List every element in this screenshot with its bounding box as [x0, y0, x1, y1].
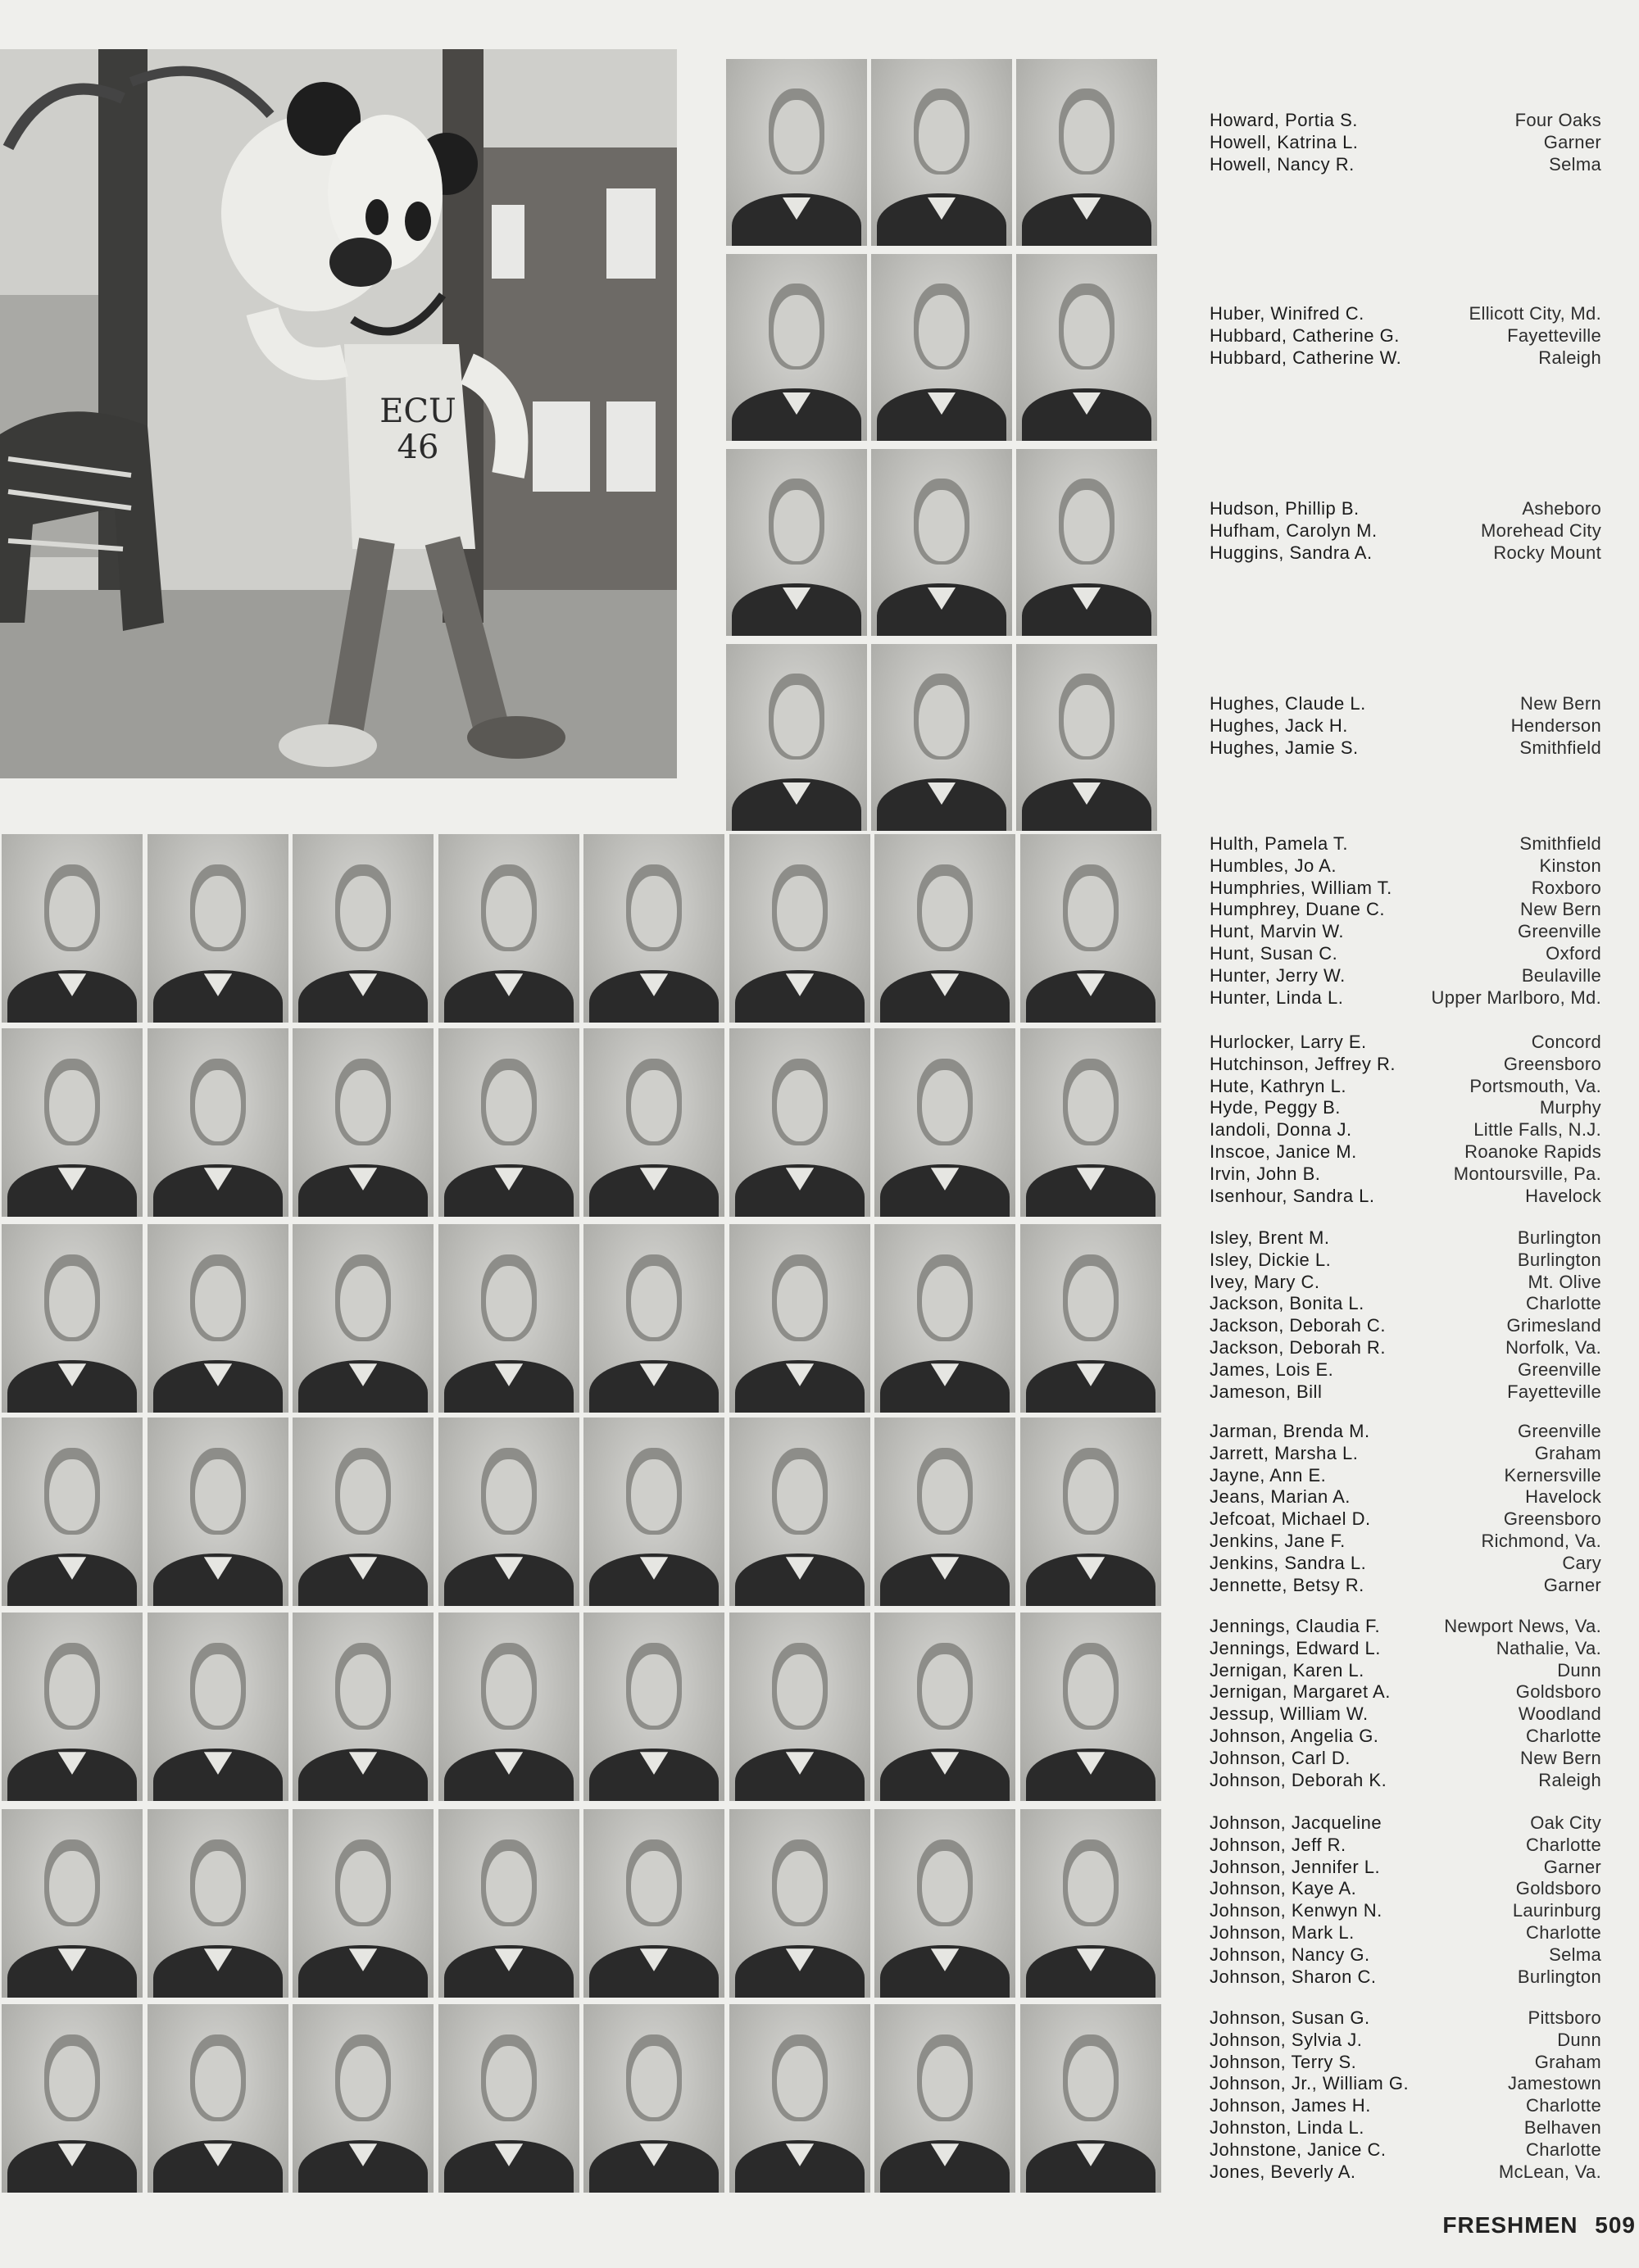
student-hometown: New Bern	[1520, 693, 1601, 714]
student-name: Humbles, Jo A.	[1210, 855, 1337, 876]
name-row	[1210, 154, 1601, 176]
student-portrait	[293, 1809, 434, 1998]
student-name: Johnson, Angelia G.	[1210, 1725, 1379, 1746]
student-portrait	[871, 254, 1012, 441]
student-portrait	[148, 2004, 288, 2193]
name-row	[1210, 1486, 1601, 1508]
student-hometown: Fayetteville	[1507, 324, 1601, 346]
name-row	[1210, 2073, 1601, 2095]
student-name: Hudson, Phillip B.	[1210, 498, 1360, 519]
name-row	[1210, 1163, 1601, 1186]
student-name: Jennings, Edward L.	[1210, 1637, 1381, 1658]
student-name: Hubbard, Catherine W.	[1210, 347, 1402, 368]
section-label: FRESHMEN	[1442, 2212, 1578, 2238]
name-row	[1210, 1032, 1601, 1054]
student-hometown: Greensboro	[1503, 1508, 1601, 1530]
student-hometown: Belhaven	[1523, 2116, 1601, 2138]
name-row	[1210, 715, 1601, 737]
student-name: Jackson, Deborah R.	[1210, 1336, 1386, 1358]
student-name: Inscoe, Janice M.	[1210, 1141, 1357, 1162]
name-row	[1210, 498, 1601, 520]
name-row	[1210, 1186, 1601, 1208]
student-name: Johnson, Susan G.	[1210, 2007, 1370, 2028]
student-portrait	[726, 644, 867, 831]
student-hometown: Ellicott City, Md.	[1469, 303, 1601, 324]
student-portrait	[2, 1418, 143, 1606]
student-hometown: Charlotte	[1526, 2095, 1601, 2116]
name-row	[1210, 1315, 1601, 1337]
student-hometown: Norfolk, Va.	[1505, 1336, 1601, 1358]
name-block-3	[1210, 693, 1601, 759]
student-hometown: Montoursville, Pa.	[1453, 1163, 1601, 1184]
student-hometown: Charlotte	[1526, 1725, 1601, 1746]
student-portrait	[729, 1028, 870, 1217]
student-portrait	[874, 2004, 1015, 2193]
name-row	[1210, 1575, 1601, 1597]
student-hometown: Selma	[1549, 1944, 1601, 1965]
student-hometown: Goldsboro	[1515, 1878, 1601, 1899]
name-row	[1210, 1076, 1601, 1098]
student-name: Johnson, Sylvia J.	[1210, 2029, 1363, 2050]
student-portrait	[148, 1613, 288, 1801]
student-portrait	[583, 1224, 724, 1413]
student-name: Johnson, Mark L.	[1210, 1921, 1355, 1943]
student-portrait	[583, 834, 724, 1023]
name-row	[1210, 833, 1601, 855]
student-name: Johnson, Kenwyn N.	[1210, 1900, 1382, 1921]
student-hometown: Greenville	[1517, 1359, 1601, 1380]
student-portrait	[729, 1418, 870, 1606]
student-hometown: Newport News, Va.	[1444, 1616, 1601, 1636]
name-block-9	[1210, 1812, 1601, 1988]
name-row	[1210, 1359, 1601, 1381]
student-portrait	[1020, 1613, 1161, 1801]
student-name: Jeans, Marian A.	[1210, 1486, 1351, 1508]
name-row	[1210, 1922, 1601, 1944]
student-hometown: Greenville	[1517, 921, 1601, 942]
student-hometown: Mt. Olive	[1528, 1271, 1601, 1292]
student-portrait	[148, 834, 288, 1023]
name-row	[1210, 1966, 1601, 1989]
student-hometown: Rocky Mount	[1493, 542, 1601, 563]
student-hometown: Charlotte	[1526, 1293, 1601, 1314]
name-row	[1210, 1531, 1601, 1553]
student-portrait	[1020, 1028, 1161, 1217]
student-portrait	[729, 1809, 870, 1998]
student-hometown: Nathalie, Va.	[1496, 1637, 1601, 1658]
student-hometown: Asheboro	[1522, 498, 1601, 519]
student-portrait	[583, 1809, 724, 1998]
student-portrait	[293, 834, 434, 1023]
student-name: Hughes, Jack H.	[1210, 714, 1348, 736]
student-hometown: Kinston	[1539, 855, 1601, 876]
name-row	[1210, 1508, 1601, 1531]
student-name: Johnson, Terry S.	[1210, 2051, 1357, 2072]
name-block-2	[1210, 498, 1601, 564]
student-hometown: Goldsboro	[1515, 1681, 1601, 1703]
student-portrait	[1016, 59, 1157, 246]
name-block-4	[1210, 833, 1601, 1009]
student-name: Jenkins, Jane F.	[1210, 1530, 1346, 1551]
sculpture-sign-text: ECU 46	[379, 392, 456, 466]
name-row	[1210, 1660, 1601, 1682]
student-hometown: Portsmouth, Va.	[1469, 1075, 1601, 1096]
student-hometown: Charlotte	[1526, 1921, 1601, 1943]
student-hometown: Graham	[1534, 1442, 1601, 1463]
student-name: Howard, Portia S.	[1210, 110, 1358, 130]
student-hometown: Greenville	[1517, 1421, 1601, 1441]
student-name: Howell, Nancy R.	[1210, 153, 1355, 175]
student-portrait	[729, 1613, 870, 1801]
student-hometown: Raleigh	[1538, 1769, 1601, 1790]
student-portrait	[2, 1613, 143, 1801]
student-name: Huber, Winifred C.	[1210, 303, 1364, 324]
name-row	[1210, 1900, 1601, 1922]
student-hometown: Havelock	[1525, 1486, 1601, 1508]
student-name: Jennette, Betsy R.	[1210, 1574, 1364, 1595]
student-hometown: Laurinburg	[1512, 1900, 1601, 1921]
student-hometown: Charlotte	[1526, 1834, 1601, 1855]
student-portrait	[293, 2004, 434, 2193]
student-portrait	[726, 59, 867, 246]
student-name: Irvin, John B.	[1210, 1163, 1321, 1184]
student-hometown: Fayetteville	[1507, 1381, 1601, 1402]
name-row	[1210, 542, 1601, 565]
name-row	[1210, 325, 1601, 347]
student-name: Hunter, Jerry W.	[1210, 964, 1346, 986]
name-row	[1210, 1703, 1601, 1726]
student-name: Isenhour, Sandra L.	[1210, 1185, 1375, 1206]
name-block-8	[1210, 1616, 1601, 1791]
student-portrait	[874, 1224, 1015, 1413]
student-name: Ivey, Mary C.	[1210, 1271, 1320, 1292]
student-name: Jefcoat, Michael D.	[1210, 1508, 1371, 1530]
student-portrait	[729, 834, 870, 1023]
name-block-7	[1210, 1421, 1601, 1596]
student-hometown: Roanoke Rapids	[1464, 1141, 1601, 1162]
student-name: Isley, Brent M.	[1210, 1227, 1330, 1248]
name-row	[1210, 693, 1601, 715]
name-row	[1210, 1465, 1601, 1487]
student-hometown: Kernersville	[1504, 1464, 1601, 1486]
feature-photograph	[0, 49, 677, 778]
name-row	[1210, 965, 1601, 987]
student-portrait	[438, 1613, 579, 1801]
name-row	[1210, 1381, 1601, 1404]
student-name: Hunt, Susan C.	[1210, 942, 1338, 964]
student-name: Hughes, Jamie S.	[1210, 737, 1359, 758]
name-row	[1210, 899, 1601, 921]
student-name: Hulth, Pamela T.	[1210, 833, 1349, 854]
student-portrait	[438, 834, 579, 1023]
name-row	[1210, 1421, 1601, 1443]
student-name: Humphries, William T.	[1210, 877, 1392, 898]
student-portrait	[148, 1809, 288, 1998]
student-portrait	[293, 1613, 434, 1801]
student-hometown: Oak City	[1530, 1812, 1601, 1833]
student-hometown: Four Oaks	[1514, 110, 1601, 130]
name-row	[1210, 855, 1601, 878]
student-hometown: Murphy	[1539, 1097, 1601, 1118]
name-row	[1210, 943, 1601, 965]
student-portrait	[438, 1418, 579, 1606]
name-row	[1210, 2052, 1601, 2074]
student-hometown: Beulaville	[1521, 964, 1601, 986]
name-row	[1210, 1141, 1601, 1163]
student-hometown: Upper Marlboro, Md.	[1431, 987, 1601, 1008]
student-portrait	[583, 1028, 724, 1217]
name-row	[1210, 303, 1601, 325]
name-row	[1210, 1553, 1601, 1575]
name-row	[1210, 1812, 1601, 1835]
student-name: Johnson, Jacqueline	[1210, 1812, 1382, 1833]
name-row	[1210, 987, 1601, 1009]
student-portrait	[871, 59, 1012, 246]
student-name: Johnson, Jennifer L.	[1210, 1856, 1381, 1877]
name-row	[1210, 1770, 1601, 1792]
student-portrait	[1020, 1418, 1161, 1606]
student-name: Johnston, Linda L.	[1210, 2116, 1364, 2138]
student-name: Johnson, James H.	[1210, 2095, 1371, 2116]
student-hometown: Smithfield	[1519, 833, 1601, 854]
student-portrait	[874, 834, 1015, 1023]
name-row	[1210, 2030, 1601, 2052]
student-name: Hunter, Linda L.	[1210, 987, 1344, 1008]
name-row	[1210, 1878, 1601, 1900]
name-row	[1210, 1250, 1601, 1272]
name-block-10	[1210, 2007, 1601, 2183]
student-portrait	[293, 1028, 434, 1217]
student-portrait	[1016, 254, 1157, 441]
student-portrait	[729, 2004, 870, 2193]
name-row	[1210, 1119, 1601, 1141]
student-name: Jernigan, Karen L.	[1210, 1659, 1364, 1681]
student-portrait	[871, 449, 1012, 636]
student-name: Hughes, Claude L.	[1210, 693, 1366, 714]
student-hometown: Pittsboro	[1528, 2007, 1601, 2028]
student-name: Jackson, Deborah C.	[1210, 1315, 1386, 1336]
name-row	[1210, 2095, 1601, 2117]
name-row	[1210, 347, 1601, 370]
student-hometown: Greensboro	[1503, 1053, 1601, 1074]
student-hometown: Woodland	[1518, 1703, 1601, 1725]
student-hometown: Jamestown	[1508, 2073, 1601, 2094]
student-name: Johnson, Jeff R.	[1210, 1834, 1346, 1855]
student-hometown: Burlington	[1517, 1227, 1601, 1248]
student-name: Hurlocker, Larry E.	[1210, 1032, 1367, 1052]
name-row	[1210, 1857, 1601, 1879]
student-name: Iandoli, Donna J.	[1210, 1119, 1352, 1141]
name-row	[1210, 1097, 1601, 1119]
student-name: Johnson, Nancy G.	[1210, 1944, 1370, 1965]
student-hometown: Oxford	[1546, 942, 1601, 964]
student-name: Hunt, Marvin W.	[1210, 921, 1344, 942]
name-row	[1210, 1227, 1601, 1250]
student-portrait	[438, 1224, 579, 1413]
student-portrait	[2, 1224, 143, 1413]
student-portrait	[729, 1224, 870, 1413]
student-portrait	[874, 1418, 1015, 1606]
student-name: Johnstone, Janice C.	[1210, 2139, 1387, 2160]
student-hometown: Burlington	[1517, 1966, 1601, 1987]
name-row	[1210, 1293, 1601, 1315]
name-row	[1210, 1272, 1601, 1294]
student-portrait	[1016, 644, 1157, 831]
student-hometown: Little Falls, N.J.	[1473, 1119, 1601, 1141]
student-portrait	[1016, 449, 1157, 636]
name-block-1	[1210, 303, 1601, 369]
name-row	[1210, 1616, 1601, 1638]
student-hometown: Roxboro	[1531, 877, 1601, 898]
student-name: Johnson, Sharon C.	[1210, 1966, 1377, 1987]
student-hometown: Charlotte	[1526, 2139, 1601, 2160]
student-name: Hufham, Carolyn M.	[1210, 519, 1378, 541]
student-portrait	[726, 449, 867, 636]
student-portrait	[148, 1224, 288, 1413]
student-name: Jones, Beverly A.	[1210, 2161, 1356, 2182]
student-name: Jernigan, Margaret A.	[1210, 1681, 1391, 1703]
name-block-0	[1210, 110, 1601, 175]
student-hometown: Garner	[1543, 131, 1601, 152]
student-portrait	[148, 1418, 288, 1606]
student-hometown: Grimesland	[1506, 1315, 1601, 1336]
student-hometown: New Bern	[1520, 899, 1601, 920]
name-row	[1210, 921, 1601, 943]
student-hometown: Burlington	[1517, 1249, 1601, 1270]
student-name: Hutchinson, Jeffrey R.	[1210, 1053, 1396, 1074]
student-portrait	[583, 2004, 724, 2193]
student-hometown: Garner	[1543, 1574, 1601, 1595]
student-hometown: Dunn	[1557, 1659, 1601, 1681]
student-portrait	[2, 834, 143, 1023]
student-portrait	[583, 1613, 724, 1801]
mascot-sculpture-illustration	[0, 49, 677, 778]
page-footer	[1432, 2212, 1636, 2239]
student-hometown: New Bern	[1520, 1747, 1601, 1768]
name-row	[1210, 1944, 1601, 1966]
student-portrait	[293, 1224, 434, 1413]
name-row	[1210, 132, 1601, 154]
student-hometown: Cary	[1562, 1552, 1601, 1573]
student-hometown: Garner	[1543, 1856, 1601, 1877]
page-number: 509	[1595, 2212, 1636, 2238]
name-row	[1210, 2007, 1601, 2030]
student-portrait	[2, 1809, 143, 1998]
student-name: Isley, Dickie L.	[1210, 1249, 1332, 1270]
student-hometown: Selma	[1549, 153, 1601, 175]
student-portrait	[583, 1418, 724, 1606]
student-portrait	[1020, 1224, 1161, 1413]
student-portrait	[874, 1613, 1015, 1801]
student-hometown: Raleigh	[1538, 347, 1601, 368]
student-portrait	[438, 1028, 579, 1217]
student-name: Howell, Katrina L.	[1210, 131, 1359, 152]
name-row	[1210, 2117, 1601, 2139]
name-row	[1210, 1054, 1601, 1076]
name-row	[1210, 878, 1601, 900]
name-row	[1210, 2161, 1601, 2184]
name-row	[1210, 1748, 1601, 1770]
student-name: Hubbard, Catherine G.	[1210, 324, 1400, 346]
name-row	[1210, 1337, 1601, 1359]
name-block-5	[1210, 1032, 1601, 1207]
student-name: Jameson, Bill	[1210, 1381, 1323, 1402]
name-row	[1210, 737, 1601, 760]
student-name: Jenkins, Sandra L.	[1210, 1552, 1367, 1573]
student-hometown: Concord	[1531, 1032, 1601, 1052]
student-portrait	[874, 1809, 1015, 1998]
student-name: James, Lois E.	[1210, 1359, 1334, 1380]
student-portrait	[871, 644, 1012, 831]
student-portrait	[1020, 834, 1161, 1023]
student-portrait	[874, 1028, 1015, 1217]
student-portrait	[1020, 2004, 1161, 2193]
student-name: Jennings, Claudia F.	[1210, 1616, 1381, 1636]
student-name: Jayne, Ann E.	[1210, 1464, 1327, 1486]
student-name: Jarman, Brenda M.	[1210, 1421, 1370, 1441]
name-block-6	[1210, 1227, 1601, 1403]
student-name: Jackson, Bonita L.	[1210, 1293, 1364, 1314]
student-hometown: Morehead City	[1481, 519, 1601, 541]
student-hometown: Graham	[1534, 2051, 1601, 2072]
student-hometown: Smithfield	[1519, 737, 1601, 758]
student-name: Humphrey, Duane C.	[1210, 899, 1386, 920]
student-portrait	[438, 2004, 579, 2193]
student-name: Huggins, Sandra A.	[1210, 542, 1373, 563]
student-hometown: Havelock	[1525, 1185, 1601, 1206]
student-name: Johnson, Carl D.	[1210, 1747, 1351, 1768]
student-hometown: Dunn	[1557, 2029, 1601, 2050]
student-name: Johnson, Jr., William G.	[1210, 2073, 1410, 2094]
student-hometown: McLean, Va.	[1498, 2161, 1601, 2182]
student-portrait	[293, 1418, 434, 1606]
student-name: Johnson, Kaye A.	[1210, 1878, 1357, 1899]
name-row	[1210, 1443, 1601, 1465]
name-row	[1210, 110, 1601, 132]
student-hometown: Richmond, Va.	[1481, 1530, 1601, 1551]
student-portrait	[1020, 1809, 1161, 1998]
name-row	[1210, 520, 1601, 542]
name-row	[1210, 1681, 1601, 1703]
name-row	[1210, 2139, 1601, 2161]
student-name: Johnson, Deborah K.	[1210, 1769, 1387, 1790]
student-portrait	[438, 1809, 579, 1998]
student-hometown: Henderson	[1510, 714, 1601, 736]
student-portrait	[2, 2004, 143, 2193]
student-name: Hute, Kathryn L.	[1210, 1075, 1346, 1096]
name-row	[1210, 1638, 1601, 1660]
student-name: Jarrett, Marsha L.	[1210, 1442, 1359, 1463]
student-portrait	[2, 1028, 143, 1217]
student-portrait	[148, 1028, 288, 1217]
student-name: Hyde, Peggy B.	[1210, 1097, 1341, 1118]
student-name: Jessup, William W.	[1210, 1703, 1369, 1725]
name-row	[1210, 1835, 1601, 1857]
student-portrait	[726, 254, 867, 441]
name-row	[1210, 1726, 1601, 1748]
